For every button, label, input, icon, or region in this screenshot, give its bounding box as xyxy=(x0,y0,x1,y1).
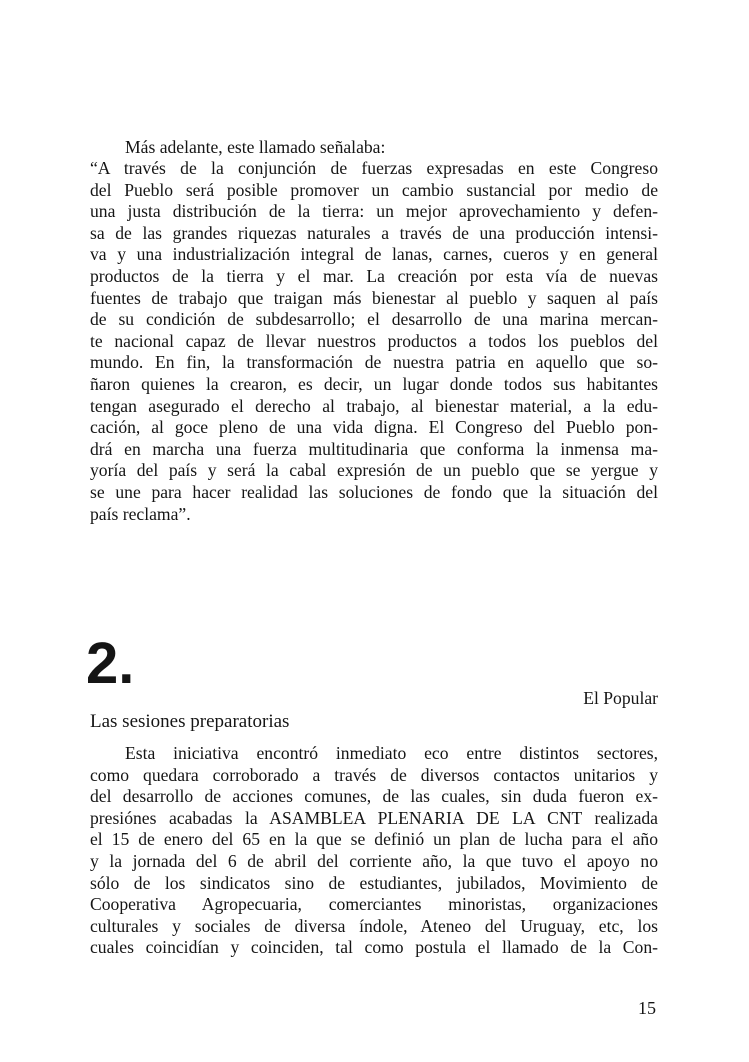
body-line: como quedara corroborado a través de diversos contactos unitarios y xyxy=(90,764,658,785)
quote-line: drá en marcha una fuerza multitudinaria que conforma la inmensa ma- xyxy=(90,438,658,459)
quote-line: ñaron quienes la crearon, es decir, un lugar donde todos sus habitantes xyxy=(90,373,658,394)
body-line: sólo de los sindicatos sino de estudiantes, jubilados, Movimiento de xyxy=(90,872,658,893)
quote-line: “A través de la conjunción de fuerzas expresadas en este Congreso xyxy=(90,158,658,178)
quote-line: sa de las grandes riquezas naturales a través de una producción intensi- xyxy=(90,222,658,243)
body-line: culturales y sociales de diversa índole, Ateneo del Uruguay, etc, los xyxy=(90,915,658,936)
page-number: 15 xyxy=(638,998,656,1018)
quote-line: se une para hacer realidad las soluciones de fondo que la situación del xyxy=(90,481,658,502)
body-line: del desarrollo de acciones comunes, de las cuales, sin duda fueron ex- xyxy=(90,786,658,807)
body-line: cuales coincidían y coinciden, tal como postula el llamado de la Con- xyxy=(90,937,658,958)
body-line: Esta iniciativa encontró inmediato eco entre distintos sectores, xyxy=(125,743,658,763)
section-heading: Las sesiones preparatorias xyxy=(90,711,290,732)
body-paragraph xyxy=(90,743,658,959)
quote-line: yoría del país y será la cabal expresión de un pueblo que se yergue y xyxy=(90,460,658,481)
quote-line: de su condición de subdesarrollo; el desarrollo de una marina mercan- xyxy=(90,309,658,330)
quote-line: va y una industrialización integral de lanas, carnes, cueros y en general xyxy=(90,244,658,265)
quote-line: te nacional capaz de llevar nuestros productos a todos los pueblos del xyxy=(90,330,658,351)
quote-line: una justa distribución de la tierra: un mejor aprovechamiento y defen- xyxy=(90,201,658,222)
quote-line: cación, al goce pleno de una vida digna. El Congreso del Pueblo pon- xyxy=(90,417,658,438)
quote-line: tengan asegurado el derecho al trabajo, al bienestar material, a la edu- xyxy=(90,395,658,416)
quote-line: del Pueblo será posible promover un cambio sustancial por medio de xyxy=(90,179,658,200)
quote-line: país reclama”. xyxy=(90,503,191,524)
quote-line: fuentes de trabajo que traigan más bienestar al pueblo y saquen al país xyxy=(90,287,658,308)
body-line: el 15 de enero del 65 en la que se definió un plan de lucha para el año xyxy=(90,829,658,850)
body-line: Cooperativa Agropecuaria, comerciantes minoristas, organizaciones xyxy=(90,894,658,915)
quotation-paragraph xyxy=(90,158,658,525)
source-attribution: El Popular xyxy=(583,688,658,708)
section-number: 2. xyxy=(86,631,135,696)
body-line: y la jornada del 6 de abril del corriente año, la que tuvo el apoyo no xyxy=(90,850,658,871)
body-line: presiónes acabadas la ASAMBLEA PLENARIA DE LA CNT realizada xyxy=(90,807,658,828)
quote-line: mundo. En fin, la transformación de nuestra patria en aquello que so- xyxy=(90,352,658,373)
intro-sentence: Más adelante, este llamado señalaba: xyxy=(125,137,386,157)
quote-line: productos de la tierra y el mar. La creación por esta vía de nuevas xyxy=(90,265,658,286)
